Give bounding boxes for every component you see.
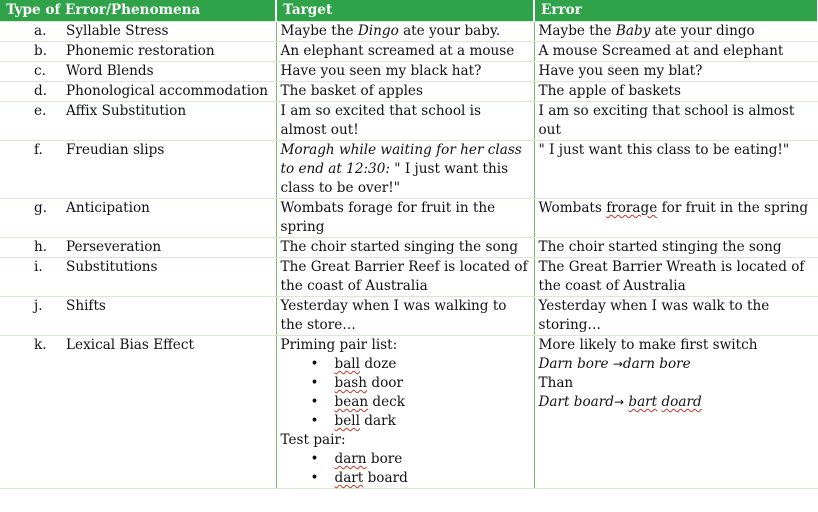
type-cell bbox=[0, 141, 276, 199]
italic-text: Dart board bbox=[538, 394, 614, 410]
row-letter: a. bbox=[34, 23, 47, 39]
list-item-text: bean deck bbox=[334, 394, 406, 410]
arrow-icon: → bbox=[612, 357, 623, 371]
error-line bbox=[539, 393, 814, 412]
type-label bbox=[4, 62, 272, 81]
error-cell: A mouse Screamed at and elephant bbox=[534, 42, 818, 62]
target-cell: Wombats forage for fruit in the spring bbox=[276, 199, 534, 238]
type-label bbox=[4, 42, 272, 61]
misspelled-word: ball bbox=[334, 356, 361, 372]
target-cell: Have you seen my black hat? bbox=[276, 62, 534, 82]
row-letter: c. bbox=[34, 63, 46, 79]
header-target: Target bbox=[276, 0, 534, 22]
misspelled-word: bash bbox=[334, 375, 368, 391]
error-cell: I am so exciting that school is almost out bbox=[534, 102, 818, 141]
row-type: Shifts bbox=[66, 298, 106, 314]
misspelled-word: frorage bbox=[606, 200, 658, 216]
table-row bbox=[0, 199, 818, 238]
type-label bbox=[4, 82, 272, 101]
target-cell: Moragh while waiting for her class to end at 12:30: " I just want this class to be over!" bbox=[276, 141, 534, 199]
misspelled-word: doard bbox=[661, 394, 702, 410]
error-cell: The apple of baskets bbox=[534, 82, 818, 102]
row-letter: h. bbox=[34, 239, 48, 255]
error-cell: Yesterday when I was walk to the storing… bbox=[534, 297, 818, 336]
italic-text: darn bore bbox=[622, 356, 691, 372]
list-item-text: darn bore bbox=[334, 451, 403, 467]
error-line: Than bbox=[538, 375, 574, 391]
header-type: Type of Error/Phenomena bbox=[0, 0, 276, 22]
table-row bbox=[0, 62, 818, 82]
misspelled-word: bell bbox=[334, 413, 360, 429]
list-item bbox=[311, 412, 530, 431]
row-letter: f. bbox=[34, 142, 43, 158]
target-cell: Maybe the Dingo ate your baby. bbox=[276, 22, 534, 42]
type-cell bbox=[0, 238, 276, 258]
list-item-text: bash door bbox=[334, 375, 403, 391]
bullet-icon: • bbox=[310, 451, 319, 467]
type-cell bbox=[0, 42, 276, 62]
table-row bbox=[0, 42, 818, 62]
test-label: Test pair: bbox=[280, 432, 346, 448]
list-item bbox=[311, 374, 530, 393]
italic-text: Darn bore bbox=[538, 356, 613, 372]
italic-text: Dingo bbox=[357, 23, 399, 39]
bullet-icon: • bbox=[310, 356, 319, 372]
table-row bbox=[0, 82, 818, 102]
misspelled-word: dart bbox=[334, 470, 364, 486]
type-cell bbox=[0, 258, 276, 297]
arrow-icon: → bbox=[613, 395, 625, 409]
row-letter: i. bbox=[34, 259, 43, 275]
error-cell: " I just want this class to be eating!" bbox=[534, 141, 818, 199]
bullet-icon: • bbox=[310, 394, 319, 410]
row-type: Perseveration bbox=[66, 239, 162, 255]
row-type: Syllable Stress bbox=[66, 23, 169, 39]
header-error: Error bbox=[534, 0, 818, 22]
error-line bbox=[539, 355, 814, 374]
type-label bbox=[4, 141, 272, 160]
error-cell: Wombats frorage for fruit in the spring bbox=[534, 199, 818, 238]
error-cell: The choir started stinging the song bbox=[534, 238, 818, 258]
error-cell bbox=[534, 336, 818, 489]
table-row bbox=[0, 336, 818, 489]
row-type: Freudian slips bbox=[66, 142, 165, 158]
target-cell: An elephant screamed at a mouse bbox=[276, 42, 534, 62]
row-letter: j. bbox=[34, 298, 43, 314]
list-item bbox=[311, 393, 530, 412]
error-line: More likely to make first switch bbox=[538, 337, 758, 353]
table-row bbox=[0, 238, 818, 258]
type-cell bbox=[0, 102, 276, 141]
row-letter: b. bbox=[34, 43, 48, 59]
target-cell: The basket of apples bbox=[276, 82, 534, 102]
test-list bbox=[281, 450, 530, 488]
error-cell: Have you seen my blat? bbox=[534, 62, 818, 82]
table-row bbox=[0, 141, 818, 199]
misspelled-word: bart bbox=[628, 394, 658, 410]
error-cell: The Great Barrier Wreath is located of the coast of Australia bbox=[534, 258, 818, 297]
type-label bbox=[4, 102, 272, 121]
table-row bbox=[0, 258, 818, 297]
type-cell bbox=[0, 82, 276, 102]
misspelled-word: darn bbox=[334, 451, 367, 467]
priming-label: Priming pair list: bbox=[280, 337, 398, 353]
target-cell: I am so excited that school is almost out! bbox=[276, 102, 534, 141]
target-cell: The Great Barrier Reef is located of the coast of Australia bbox=[276, 258, 534, 297]
error-cell: Maybe the Baby ate your dingo bbox=[534, 22, 818, 42]
row-type: Word Blends bbox=[66, 63, 154, 79]
row-letter: g. bbox=[34, 200, 48, 216]
target-cell: The choir started singing the song bbox=[276, 238, 534, 258]
row-letter: e. bbox=[34, 103, 47, 119]
bullet-icon: • bbox=[310, 413, 319, 429]
bullet-icon: • bbox=[310, 470, 319, 486]
type-label bbox=[4, 238, 272, 257]
list-item bbox=[311, 355, 530, 374]
type-cell bbox=[0, 297, 276, 336]
type-cell bbox=[0, 336, 276, 489]
row-type: Anticipation bbox=[66, 200, 150, 216]
target-cell: Yesterday when I was walking to the store… bbox=[276, 297, 534, 336]
type-label bbox=[4, 22, 272, 41]
italic-text: Baby bbox=[615, 23, 651, 39]
row-type: Phonological accommodation bbox=[66, 83, 269, 99]
row-type: Lexical Bias Effect bbox=[66, 337, 194, 353]
bullet-icon: • bbox=[310, 375, 319, 391]
row-type: Substitutions bbox=[66, 259, 158, 275]
row-type: Phonemic restoration bbox=[66, 43, 215, 59]
header-row bbox=[0, 0, 818, 22]
table-row bbox=[0, 22, 818, 42]
type-label bbox=[4, 336, 272, 355]
priming-list bbox=[281, 355, 530, 431]
list-item-text: bell dark bbox=[334, 413, 396, 429]
list-item bbox=[311, 450, 530, 469]
type-cell bbox=[0, 22, 276, 42]
row-type: Affix Substitution bbox=[66, 103, 187, 119]
type-label bbox=[4, 199, 272, 218]
row-letter: d. bbox=[34, 83, 48, 99]
target-cell bbox=[276, 336, 534, 489]
table-row bbox=[0, 297, 818, 336]
misspelled-word: bean bbox=[334, 394, 369, 410]
row-letter: k. bbox=[34, 337, 47, 353]
type-cell bbox=[0, 62, 276, 82]
type-label bbox=[4, 258, 272, 277]
table-row bbox=[0, 102, 818, 141]
type-label bbox=[4, 297, 272, 316]
list-item-text: dart board bbox=[334, 470, 408, 486]
list-item bbox=[311, 469, 530, 488]
italic-text: Moragh while waiting for her class to end at 12:30: bbox=[280, 142, 522, 177]
list-item-text: ball doze bbox=[334, 356, 397, 372]
type-cell bbox=[0, 199, 276, 238]
